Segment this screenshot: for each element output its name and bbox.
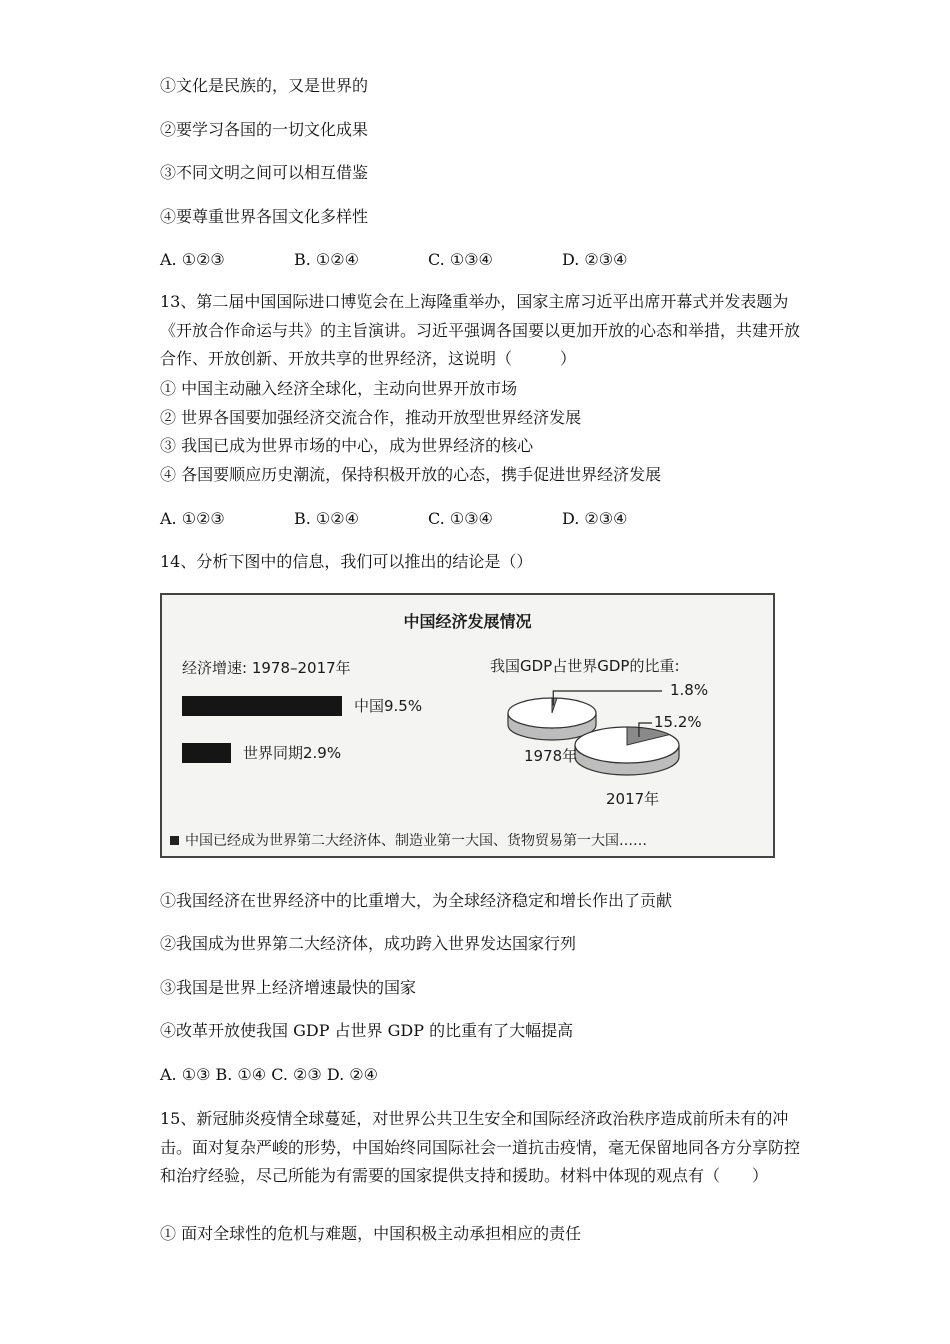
bar-china [182, 696, 342, 716]
bar-world [182, 743, 231, 763]
q15-statement: ① 面对全球性的危机与难题，中国积极主动承担相应的责任 [160, 1224, 582, 1243]
bar-label-china: 中国9.5% [354, 697, 423, 715]
growth-label: 经济增速: 1978–2017年 [182, 659, 351, 677]
gdp-share-label: 我国GDP占世界GDP的比重: [490, 657, 680, 675]
chart-title: 中国经济发展情况 [403, 612, 532, 631]
q13-statement: ④ 各国要顺应历史潮流，保持积极开放的心态，携手促进世界经济发展 [160, 465, 662, 484]
q13-option-a[interactable]: A. ①②③ [160, 509, 225, 528]
q14-statement: ①我国经济在世界经济中的比重增大，为全球经济稳定和增长作出了贡献 [160, 891, 673, 910]
q13-option-c[interactable]: C. ①③④ [428, 509, 493, 528]
square-bullet-icon [170, 836, 179, 845]
q14-statement: ③我国是世界上经济增速最快的国家 [160, 978, 417, 997]
q12-statement: ①文化是民族的，又是世界的 [160, 76, 369, 95]
slice-label-2017: 15.2% [654, 713, 702, 731]
bar-label-world: 世界同期2.9% [243, 744, 342, 762]
q13-statement: ① 中国主动融入经济全球化，主动向世界开放市场 [160, 379, 518, 398]
q12-option-b[interactable]: B. ①②④ [294, 250, 359, 269]
q13-stem: 13、第二届中国国际进口博览会在上海隆重举办，国家主席习近平出席开幕式并发表题为《开放合作命运与共》的主旨演讲。习近平强调各国要以更加开放的心态和举措，共建开放合作、开放创新、开放共享的世界经济，这说明（ ） [160, 292, 801, 368]
slice-label-1978: 1.8% [670, 681, 709, 699]
q13-statement: ② 世界各国要加强经济交流合作，推动开放型世界经济发展 [160, 408, 582, 427]
q12-option-a[interactable]: A. ①②③ [160, 250, 225, 269]
q12-option-c[interactable]: C. ①③④ [428, 250, 493, 269]
q14-options[interactable]: A. ①③ B. ①④ C. ②③ D. ②④ [160, 1065, 378, 1084]
q13-option-b[interactable]: B. ①②④ [294, 509, 359, 528]
q13-statement: ③ 我国已成为世界市场的中心，成为世界经济的核心 [160, 436, 534, 455]
chart-footer [170, 830, 647, 850]
q15-stem: 15、新冠肺炎疫情全球蔓延，对世界公共卫生安全和国际经济政治秩序造成前所未有的冲击。面对复杂严峻的形势，中国始终同国际社会一道抗击疫情，毫无保留地同各方分享防控和治疗经验，尽己所能为有需要的国家提供支持和援助。材料中体现的观点有（ ） [160, 1109, 801, 1185]
q14-stem: 14、分析下图中的信息，我们可以推出的结论是（） [160, 552, 533, 571]
q14-statement: ④改革开放使我国 GDP 占世界 GDP 的比重有了大幅提高 [160, 1021, 574, 1040]
q14-statement: ②我国成为世界第二大经济体，成功跨入世界发达国家行列 [160, 934, 577, 953]
q12-option-d[interactable]: D. ②③④ [562, 250, 628, 269]
economy-chart [160, 593, 775, 858]
q12-statement: ②要学习各国的一切文化成果 [160, 120, 369, 139]
chart-footer-text: 中国已经成为世界第二大经济体、制造业第一大国、货物贸易第一大国…… [185, 833, 647, 849]
q12-statement: ③不同文明之间可以相互借鉴 [160, 163, 369, 182]
q12-statement: ④要尊重世界各国文化多样性 [160, 207, 369, 226]
q13-option-d[interactable]: D. ②③④ [562, 509, 628, 528]
year-label-2017: 2017年 [606, 790, 660, 808]
year-label-1978: 1978年 [524, 747, 578, 765]
